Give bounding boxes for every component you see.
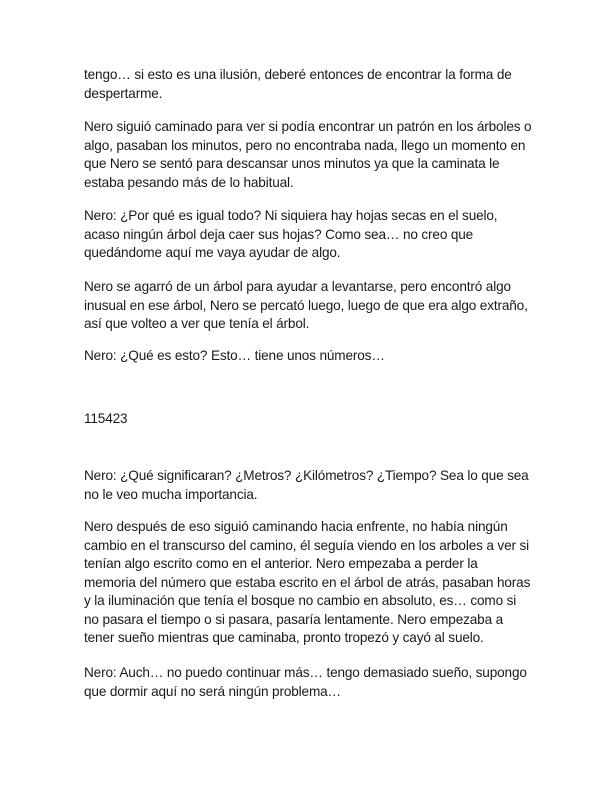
paragraph-dialogue-leaves: Nero: ¿Por qué es igual todo? Ni siquiera hay hojas secas en el suelo, acaso ningún árbol deja caer sus hojas? Como sea… no creo que quedándome aquí me vaya ayudar de algo.: [84, 208, 498, 260]
paragraph-dialogue-numbers: Nero: ¿Qué es esto? Esto… tiene unos números…: [84, 348, 385, 363]
paragraph-walking: Nero siguió caminado para ver si podía encontrar un patrón en los árboles o algo, pasaban los minutos, pero no encontraba nada, llego un momento en que Nero se sentó para descansar unos minutos ya que la caminata le estaba pesando más de lo habitual.: [84, 119, 532, 190]
paragraph-dialogue-sleep: Nero: Auch… no puedo continuar más… tengo demasiado sueño, supongo que dormir aquí no será ningún problema…: [84, 665, 527, 699]
paragraph-continues-walking: Nero después de eso siguió caminando hacia enfrente, no había ningún cambio en el transcurso del camino, él seguía viendo en los arboles a ver si tenían algo escrito como en el anterior. Nero empezaba a perder la memoria del número que estaba escrito en el árbol de atrás, pasaban horas y la iluminación que tenía el bosque no cambio en absoluto, es… como si no pasara el tiempo o si pasara, pasaría lentamente. Nero empezaba a tener sueño mientras que caminaba, pronto tropezó y cayó al suelo.: [84, 519, 531, 645]
paragraph-tree: Nero se agarró de un árbol para ayudar a levantarse, pero encontró algo inusual en ese árbol, Nero se percató luego, luego de que era algo extraño, así que volteo a ver que tenía el árbol.: [84, 279, 528, 331]
paragraph-intro: tengo… si esto es una ilusión, deberé entonces de encontrar la forma de despertarme.: [84, 67, 512, 101]
paragraph-dialogue-meaning: Nero: ¿Qué significaran? ¿Metros? ¿Kilómetros? ¿Tiempo? Sea lo que sea no le veo mucha importancia.: [84, 468, 529, 502]
number-on-tree: 115423: [84, 411, 128, 426]
